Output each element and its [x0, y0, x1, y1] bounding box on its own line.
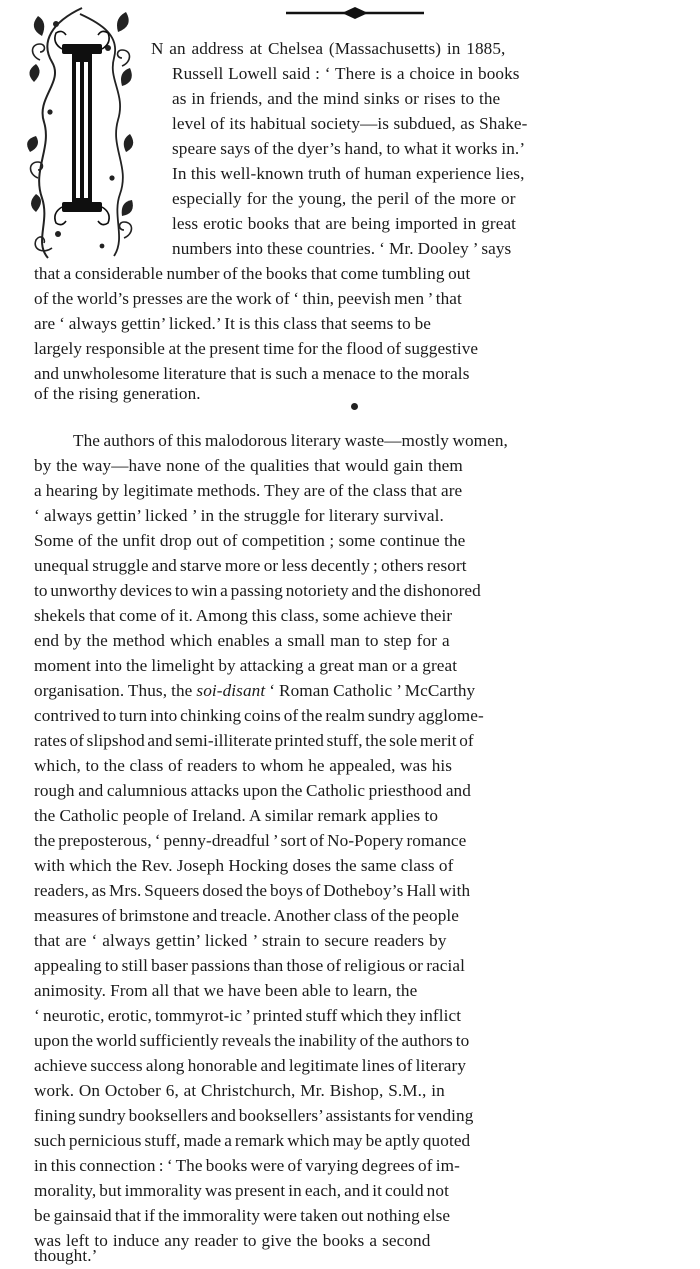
paragraph-separator-dot — [351, 403, 358, 410]
text-line: speare says of the dyer’s hand, to what it works in.’ — [172, 139, 526, 158]
text-line: rough and calumnious attacks upon the Catholic priesthood and — [34, 781, 471, 800]
text-line: a hearing by legitimate methods. They are of the class that are — [34, 481, 463, 500]
rule-ornament-icon — [286, 6, 424, 20]
text-line: animosity. From all that we have been able to learn, the — [34, 981, 418, 1000]
text-line: measures of brimstone and treacle. Another class of the people — [34, 906, 459, 925]
text-line: which, to the class of readers to whom he appealed, was his — [34, 756, 453, 775]
text-line: numbers into these countries. ‘ Mr. Dooley ’ says — [172, 239, 512, 258]
text-line: Russell Lowell said : ‘ There is a choice in books — [172, 64, 520, 83]
text-line: of the rising generation. — [34, 384, 201, 403]
text-line: less erotic books that are being imported in great — [172, 214, 517, 233]
text-line: appealing to still baser passions than those of religious or racial — [34, 956, 465, 975]
text-line: readers, as Mrs. Squeers dosed the boys of Dotheboy’s Hall with — [34, 881, 471, 900]
text-line: and unwholesome literature that is such a menace to the morals — [34, 364, 470, 383]
text-line: that are ‘ always gettin’ licked ’ strain to secure readers by — [34, 931, 447, 950]
text-line: ‘ always gettin’ licked ’ in the struggle for literary survival. — [34, 506, 444, 525]
text-line: Some of the unfit drop out of competition ; some continue the — [34, 531, 466, 550]
text-line: morality, but immorality was present in each, and it could not — [34, 1181, 449, 1200]
text-line: end by the method which enables a small man to step for a — [34, 631, 450, 650]
italic-phrase: soi-disant — [196, 681, 266, 700]
text-line: such pernicious stuff, made a remark which may be aptly quoted — [34, 1131, 471, 1150]
text-line: be gainsaid that if the immorality were taken out nothing else — [34, 1206, 451, 1225]
text-line: fining sundry booksellers and booksellers’ assistants for vending — [34, 1106, 474, 1125]
text-line: largely responsible at the present time for the flood of suggestive — [34, 339, 479, 358]
text-line: are ‘ always gettin’ licked.’ It is this class that seems to be — [34, 314, 431, 333]
text-line: especially for the young, the peril of the more or — [172, 189, 516, 208]
text-line: achieve success along honorable and legitimate lines of literary — [34, 1056, 467, 1075]
text-line: with which the Rev. Joseph Hocking doses the same class of — [34, 856, 454, 875]
text-line: level of its habitual society—is subdued, as Shake- — [172, 114, 528, 133]
text-line: moment into the limelight by attacking a great man or a great — [34, 656, 458, 675]
text-line: The authors of this malodorous literary waste—mostly women, — [73, 431, 508, 450]
text-line: the preposterous, ‘ penny-dreadful ’ sort of No-Popery romance — [34, 831, 467, 850]
text-line: that a considerable number of the books that come tumbling out — [34, 264, 471, 283]
text-line: thought.’ — [34, 1246, 98, 1265]
text-line: contrived to turn into chinking coins of the realm sundry agglome- — [34, 706, 484, 725]
text-line — [34, 681, 475, 701]
text-line: upon the world sufficiently reveals the inability of the authors to — [34, 1031, 470, 1050]
text-line: N an address at Chelsea (Massachusetts) in 1885, — [151, 39, 506, 58]
text-line: rates of slipshod and semi-illiterate printed stuff, the sole merit of — [34, 731, 474, 750]
text-line: in this connection : ‘ The books were of varying degrees of im- — [34, 1156, 460, 1175]
text-line-start: organisation. Thus, the — [34, 681, 197, 700]
text-line: ‘ neurotic, erotic, tommyrot-ic ’ printed stuff which they inflict — [34, 1006, 462, 1025]
text-line: to unworthy devices to win a passing notoriety and the dishonored — [34, 581, 481, 600]
text-line: was left to induce any reader to give the books a second — [34, 1231, 431, 1250]
text-line: unequal struggle and starve more or less decently ; others resort — [34, 556, 467, 575]
text-line: shekels that come of it. Among this class, some achieve their — [34, 606, 453, 625]
text-line: of the world’s presses are the work of ‘ thin, peevish men ’ that — [34, 289, 462, 308]
text-line-end: ‘ Roman Catholic ’ McCarthy — [265, 681, 476, 700]
text-line: as in friends, and the mind sinks or rises to the — [172, 89, 501, 108]
ornamental-drop-cap-icon — [22, 2, 140, 264]
text-line: by the way—have none of the qualities that would gain them — [34, 456, 463, 475]
text-line: the Catholic people of Ireland. A similar remark applies to — [34, 806, 439, 825]
text-line: In this well-known truth of human experience lies, — [172, 164, 525, 183]
text-line: work. On October 6, at Christchurch, Mr. Bishop, S.M., in — [34, 1081, 445, 1100]
